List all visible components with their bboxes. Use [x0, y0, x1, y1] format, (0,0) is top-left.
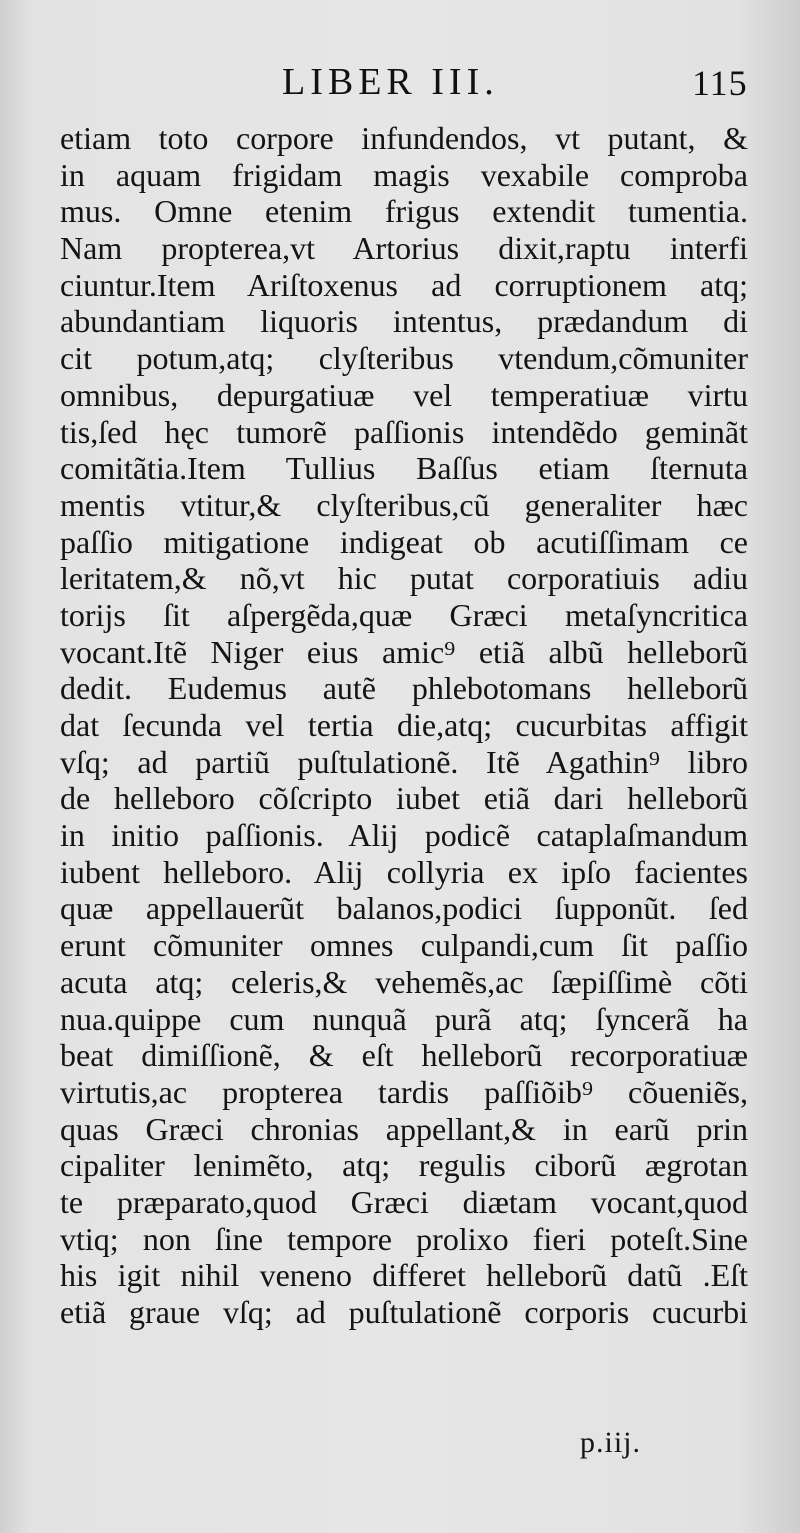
text-line: vtiq; non ſine tempore prolixo fieri poteſt.Sine: [60, 1220, 748, 1257]
text-line: abundantiam liquoris intentus, prædandum di: [60, 303, 748, 340]
text-line: in initio paſſionis. Alij podicẽ cataplaſmandum: [60, 817, 748, 854]
text-line: vocant.Itẽ Niger eius amic⁹ etiã albũ helleborũ: [60, 633, 748, 670]
text-line: etiã graue vſq; ad puſtulationẽ corporis cucurbi: [60, 1294, 748, 1330]
text-line: te præparato,quod Græci diætam vocant,quod: [60, 1183, 748, 1220]
page-number: 115: [692, 63, 748, 103]
text-line: comitãtia.Item Tullius Baſſus etiam ſternuta: [60, 450, 748, 487]
text-line: vſq; ad partiũ puſtulationẽ. Itẽ Agathin⁹ libro: [60, 743, 748, 780]
text-line: omnibus, depurgatiuæ vel temperatiuæ virtu: [60, 376, 748, 413]
text-line: cit potum,atq; clyſteribus vtendum,cõmuniter: [60, 340, 748, 377]
text-line: virtutis,ac propterea tardis paſſiõib⁹ cõueniẽs,: [60, 1073, 748, 1110]
text-line: erunt cõmuniter omnes culpandi,cum ſit paſſio: [60, 927, 748, 964]
running-head: LIBER III.: [282, 61, 499, 103]
text-line: dedit. Eudemus autẽ phlebotomans helleborũ: [60, 670, 748, 707]
text-line: nua.quippe cum nunquã purã atq; ſyncerã ha: [60, 1000, 748, 1037]
text-line: mus. Omne etenim frigus extendit tumentia.: [60, 193, 748, 230]
text-line: paſſio mitigatione indigeat ob acutiſſimam ce: [60, 523, 748, 560]
body-text: [60, 120, 748, 1331]
text-line: etiam toto corpore infundendos, vt putant, &: [60, 120, 748, 156]
text-line: iubent helleboro. Alij collyria ex ipſo facientes: [60, 853, 748, 890]
text-line: quæ appellauerũt balanos,podici ſupponũt. ſed: [60, 890, 748, 927]
signature-mark: p.iij.: [580, 1426, 642, 1459]
text-line: dat ſecunda vel tertia die,atq; cucurbitas affigit: [60, 707, 748, 743]
text-line: torijs ſit aſpergẽda,quæ Græci metaſyncritica: [60, 596, 748, 633]
text-line: Nam propterea,vt Artorius dixit,raptu interfi: [60, 230, 748, 267]
text-line: ciuntur.Item Ariſtoxenus ad corruptionem atq;: [60, 266, 748, 303]
text-line: quas Græci chronias appellant,& in earũ prin: [60, 1110, 748, 1147]
text-line: tis,ſed hęc tumorẽ paſſionis intendẽdo geminãt: [60, 413, 748, 450]
text-line: acuta atq; celeris,& vehemẽs,ac ſæpiſſimè cõti: [60, 963, 748, 1000]
page-header: [0, 60, 800, 108]
text-line: cipaliter lenimẽto, atq; regulis ciborũ ægrotan: [60, 1147, 748, 1184]
text-line: de helleboro cõſcripto iubet etiã dari helleborũ: [60, 780, 748, 817]
text-line: his igit nihil veneno differet helleborũ datũ .Eſt: [60, 1257, 748, 1294]
text-line: leritatem,& nõ,vt hic putat corporatiuis adiu: [60, 560, 748, 597]
text-line: in aquam frigidam magis vexabile comproba: [60, 156, 748, 193]
text-line: beat dimiſſionẽ, & eſt helleborũ recorporatiuæ: [60, 1037, 748, 1074]
text-line: mentis vtitur,& clyſteribus,cũ generaliter hæc: [60, 486, 748, 523]
